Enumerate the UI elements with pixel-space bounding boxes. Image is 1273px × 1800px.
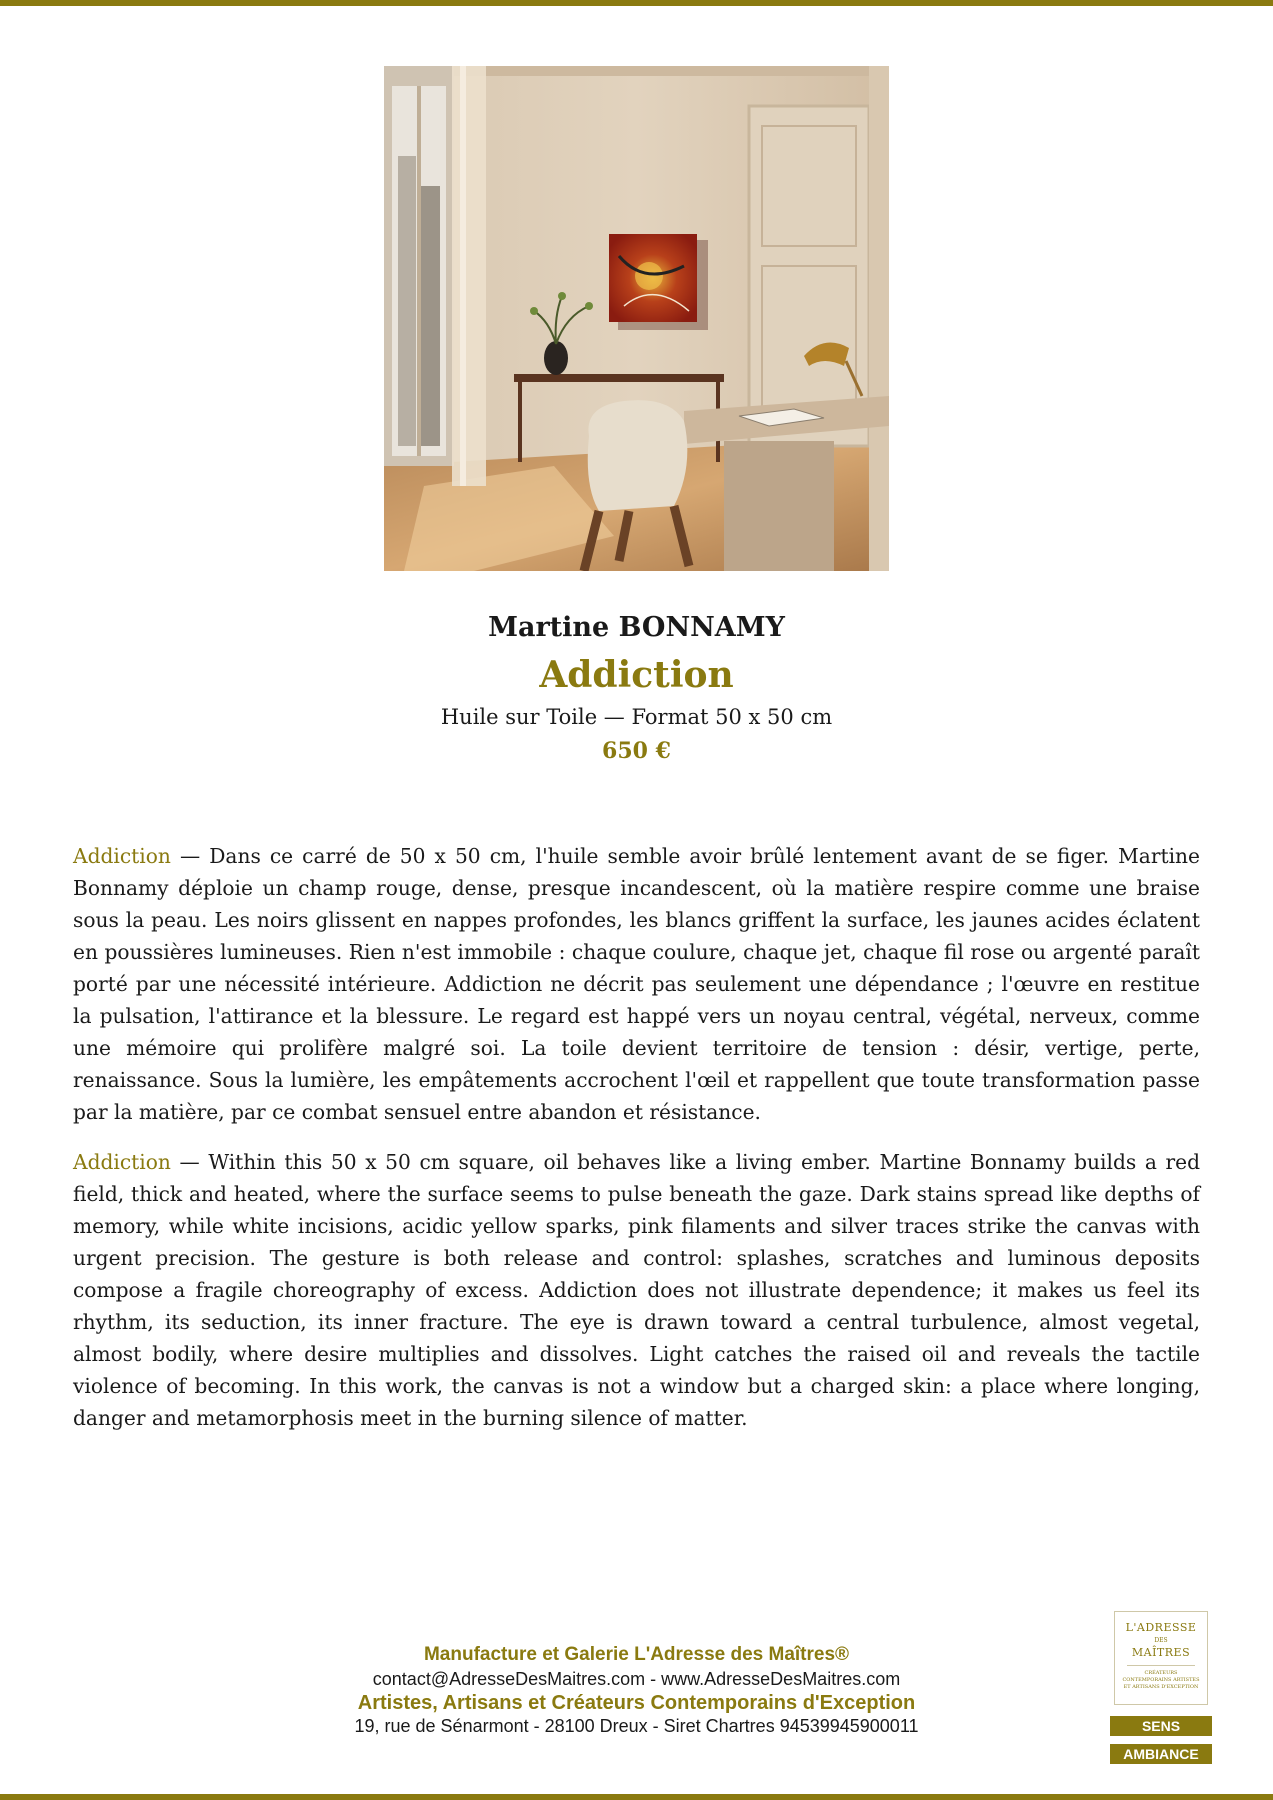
footer-tagline: Artistes, Artisans et Créateurs Contemporains d'Exception [357, 1692, 916, 1714]
tag-ambiance: AMBIANCE [1110, 1744, 1212, 1764]
artwork-medium-format: Huile sur Toile — Format 50 x 50 cm [440, 705, 833, 729]
top-accent-bar [0, 0, 1273, 6]
artwork-title: Addiction [539, 654, 734, 696]
artwork-interior-scene-image [384, 66, 889, 571]
description-english [73, 1146, 1200, 1434]
footer-company: Manufacture et Galerie L'Adresse des Maîtres® [423, 1644, 850, 1665]
gallery-logo [1114, 1611, 1208, 1705]
logo-divider [1127, 1665, 1195, 1666]
description-french-text: — Dans ce carré de 50 x 50 cm, l'huile semble avoir brûlé lentement avant de se figer. Martine Bonnamy déploie un champ rouge, dense, presque incandescent, où la matière respire comme une braise sous la peau. Les noirs glissent en nappes profondes, les blancs griffent la surface, les jaunes acides éclatent en poussières lumineuses. Rien n'est immobile : chaque coulure, chaque jet, chaque fil rose ou argenté paraît porté par une nécessité intérieure. Addiction ne décrit pas seulement une dépendance ; l'œuvre en restitue la pulsation, l'attirance et la blessure. Le regard est happé vers un noyau central, végétal, nerveux, comme une mémoire qui prolifère malgré soi. La toile devient territoire de tension : désir, vertige, perte, renaissance. Sous la lumière, les empâtements accrochent l'œil et rappellent que toute transformation passe par la matière, par ce combat sensuel entre abandon et résistance. [73, 844, 1200, 1124]
logo-line-2: DES [1154, 1637, 1168, 1644]
logo-line-3: MAÎTRES [1131, 1646, 1191, 1659]
logo-subtitle: CRÉATEURS CONTEMPORAINS ARTISTES ET ARTISANS D'EXCEPTION [1122, 1670, 1200, 1690]
artwork-price: 650 € [602, 738, 671, 764]
tag-sens: SENS [1110, 1716, 1212, 1736]
artist-name: Martine BONNAMY [488, 612, 785, 643]
logo-line-1: L'ADRESSE [1125, 1621, 1197, 1634]
footer-address: 19, rue de Sénarmont - 28100 Dreux - Siret Chartres 94539945900011 [354, 1716, 919, 1736]
description-english-text: — Within this 50 x 50 cm square, oil behaves like a living ember. Martine Bonnamy builds a red field, thick and heated, where the surface seems to pulse beneath the gaze. Dark stains spread like depths of memory, while white incisions, acidic yellow sparks, pink filaments and silver traces strike the canvas with urgent precision. The gesture is both release and control: splashes, scratches and luminous deposits compose a fragile choreography of excess. Addiction does not illustrate dependence; it makes us feel its rhythm, its seduction, its inner fracture. The eye is drawn toward a central turbulence, almost vegetal, almost bodily, where desire multiplies and dissolves. Light catches the raised oil and reveals the tactile violence of becoming. In this work, the canvas is not a window but a charged skin: a place where longing, danger and metamorphosis meet in the burning silence of matter. [73, 1150, 1200, 1430]
description-french [73, 840, 1200, 1128]
description-french-lead: Addiction [73, 844, 171, 868]
bottom-accent-bar [0, 1794, 1273, 1800]
footer-contact: contact@AdresseDesMaitres.com - www.AdresseDesMaitres.com [372, 1669, 901, 1689]
description-english-lead: Addiction [73, 1150, 171, 1174]
